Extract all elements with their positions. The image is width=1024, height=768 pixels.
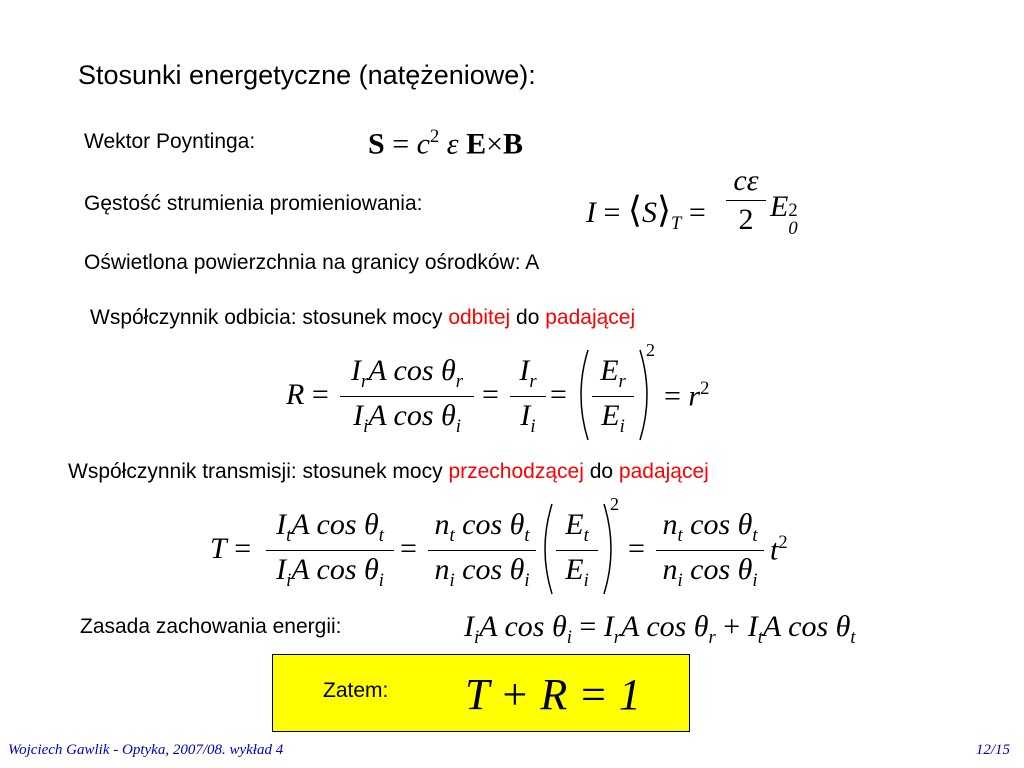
reflection-word-incident: padającej xyxy=(545,306,636,329)
transmission-t-exp: 2 xyxy=(778,532,788,553)
reflection-r: r xyxy=(688,379,701,413)
trans-num1-sub: t xyxy=(286,525,292,547)
trans-num1-rest: A cos θ xyxy=(291,508,379,541)
trans-num3-E: E xyxy=(565,508,584,541)
trans-num3-sub: t xyxy=(583,525,589,547)
transmission-eq1: = xyxy=(234,532,252,565)
cons-s1: i xyxy=(474,627,480,649)
cons-s2: r xyxy=(613,627,622,649)
refl-num3-E: E xyxy=(600,354,619,387)
reflection-eq2: = xyxy=(482,378,499,411)
cons-I1: I xyxy=(464,610,474,643)
refl-num1-sub2: r xyxy=(455,371,463,393)
transmission-word-transmitted: przechodzącej xyxy=(448,460,584,483)
trans-den1-sub2: i xyxy=(378,569,384,591)
reflection-heading-prefix: Współczynnik odbicia: stosunek mocy xyxy=(90,306,449,329)
trans-den4-sub: i xyxy=(677,569,683,591)
intensity-T: T xyxy=(671,213,682,235)
trans-den1-sub: i xyxy=(286,569,292,591)
transmission-heading xyxy=(68,460,709,484)
poynting-B: B xyxy=(503,127,524,161)
refl-den2-I: I xyxy=(520,398,531,432)
poynting-eq: = xyxy=(392,127,410,161)
result-label: Zatem: xyxy=(323,679,389,702)
reflection-R xyxy=(286,380,329,410)
poynting-equation xyxy=(368,128,523,160)
intensity-eq1: = xyxy=(603,196,621,229)
refl-num1-I: I xyxy=(350,354,361,387)
conservation-equation xyxy=(464,612,856,648)
poynting-c-exp: 2 xyxy=(429,126,440,147)
fraction-bar xyxy=(726,200,766,201)
result-box xyxy=(272,654,690,732)
cons-s3: t xyxy=(757,627,763,649)
reflection-r-sq xyxy=(664,380,709,412)
fraction-bar xyxy=(266,550,394,551)
refl-den1-sub: i xyxy=(363,415,369,437)
transmission-fraction-1 xyxy=(266,510,394,590)
intensity-E0sq xyxy=(770,190,802,239)
trans-den1-rest: A cos θ xyxy=(291,552,379,586)
reflection-eq1: = xyxy=(311,378,329,411)
poynting-S: S xyxy=(368,127,385,161)
cons-I3: I xyxy=(747,610,758,643)
cons-r3: A cos θ xyxy=(762,610,851,643)
transmission-heading-middle: do xyxy=(583,460,619,483)
intensity-E-sup: 2 xyxy=(788,200,798,221)
poynting-E: E xyxy=(466,127,487,161)
trans-den2-sub2: i xyxy=(524,569,530,591)
result-equation: T + R = 1 xyxy=(465,670,641,719)
surface-label: Oświetlona powierzchnia na granicy ośrodków: A xyxy=(84,251,540,274)
trans-num1-sub2: t xyxy=(378,525,384,547)
transmission-eq2: = xyxy=(400,532,417,565)
trans-den1-I: I xyxy=(276,552,287,586)
conservation-label: Zasada zachowania energii: xyxy=(80,615,342,638)
transmission-paren-exp: 2 xyxy=(610,494,619,514)
poynting-eps: ε xyxy=(446,127,459,161)
trans-num2-sub: t xyxy=(449,525,455,547)
cons-I2: I xyxy=(603,610,614,643)
cons-s1b: i xyxy=(566,627,572,649)
reflection-word-reflected: odbitej xyxy=(448,306,511,329)
refl-num1-sub: r xyxy=(360,371,369,393)
poynting-c: c xyxy=(416,127,430,161)
reflection-heading xyxy=(90,306,635,330)
trans-den3-sub: i xyxy=(583,569,589,591)
trans-num4-rest: cos θ xyxy=(682,508,753,541)
reflection-fraction-3 xyxy=(592,356,634,436)
reflection-R-symbol: R xyxy=(286,378,305,411)
fraction-bar xyxy=(340,396,474,397)
transmission-eq3: = xyxy=(628,532,645,565)
trans-num1-I: I xyxy=(276,508,287,541)
trans-den3-E: E xyxy=(565,552,584,586)
reflection-heading-middle: do xyxy=(510,306,546,329)
fraction-bar xyxy=(656,550,764,551)
poynting-label: Wektor Poyntinga: xyxy=(84,130,256,153)
reflection-fraction-2 xyxy=(510,356,546,436)
trans-den4-rest: cos θ xyxy=(682,552,753,586)
trans-num4-n: n xyxy=(662,508,678,541)
refl-den1-I: I xyxy=(353,398,364,432)
cons-r1: A cos θ xyxy=(479,610,567,643)
intensity-num: cε xyxy=(733,164,759,197)
intensity-fraction xyxy=(726,166,766,235)
slide-title: Stosunki energetyczne (natężeniowe): xyxy=(78,60,536,90)
intensity-rangle: ⟩ xyxy=(656,190,672,230)
fraction-bar xyxy=(592,396,634,397)
refl-den1-sub2: i xyxy=(455,415,461,437)
fraction-bar xyxy=(510,396,546,397)
refl-den1-rest: A cos θ xyxy=(368,398,456,432)
intensity-eq2: = xyxy=(688,196,706,229)
trans-den2-n: n xyxy=(434,552,450,586)
refl-den2-sub: i xyxy=(530,415,536,437)
footer-page-number: 12/15 xyxy=(975,742,1010,758)
trans-den2-sub: i xyxy=(449,569,455,591)
reflection-fraction-1 xyxy=(340,356,474,436)
fraction-bar xyxy=(428,550,536,551)
trans-num2-sub2: t xyxy=(524,525,530,547)
trans-num2-n: n xyxy=(434,508,450,541)
intensity-den: 2 xyxy=(738,203,754,236)
refl-den3-E: E xyxy=(601,398,620,432)
transmission-word-incident: padającej xyxy=(618,460,709,483)
reflection-eq3: = xyxy=(550,378,567,411)
refl-den3-sub: i xyxy=(619,415,625,437)
trans-den4-n: n xyxy=(662,552,678,586)
reflection-paren-exp: 2 xyxy=(646,340,655,360)
trans-num4-sub2: t xyxy=(752,525,758,547)
trans-den4-sub2: i xyxy=(752,569,758,591)
cons-s2b: r xyxy=(708,627,716,649)
intensity-langle: ⟨ xyxy=(627,190,642,230)
intensity-S: S xyxy=(641,196,657,229)
cons-eq: = xyxy=(579,610,597,643)
transmission-T xyxy=(210,534,251,564)
trans-den2-rest: cos θ xyxy=(454,552,525,586)
intensity-E-sub: 0 xyxy=(788,218,798,239)
transmission-fraction-4 xyxy=(656,510,764,590)
refl-num2-I: I xyxy=(519,354,530,387)
cons-s3b: t xyxy=(850,627,856,649)
poynting-times: × xyxy=(486,127,503,161)
refl-num2-sub: r xyxy=(529,371,537,393)
intensity-equation-left xyxy=(586,192,706,234)
transmission-fraction-2 xyxy=(428,510,536,590)
intensity-E: E xyxy=(770,190,789,223)
trans-num4-sub: t xyxy=(677,525,683,547)
transmission-heading-prefix: Współczynnik transmisji: stosunek mocy xyxy=(68,460,449,483)
intensity-I: I xyxy=(586,196,596,229)
cons-r2: A cos θ xyxy=(621,610,709,643)
intensity-label: Gęstość strumienia promieniowania: xyxy=(84,192,423,215)
transmission-T-symbol: T xyxy=(210,532,227,565)
transmission-fraction-3 xyxy=(556,510,598,590)
footer-author: Wojciech Gawlik - Optyka, 2007/08. wykład 4 xyxy=(8,742,284,758)
transmission-t: t xyxy=(770,533,779,567)
refl-num3-sub: r xyxy=(618,371,626,393)
fraction-bar xyxy=(556,550,598,551)
reflection-r-exp: 2 xyxy=(700,378,710,399)
trans-num2-rest: cos θ xyxy=(454,508,525,541)
cons-plus: + xyxy=(723,610,741,643)
transmission-t-sq xyxy=(770,534,788,566)
refl-num1-rest: A cos θ xyxy=(368,354,456,387)
reflection-eq4: = xyxy=(664,379,681,413)
